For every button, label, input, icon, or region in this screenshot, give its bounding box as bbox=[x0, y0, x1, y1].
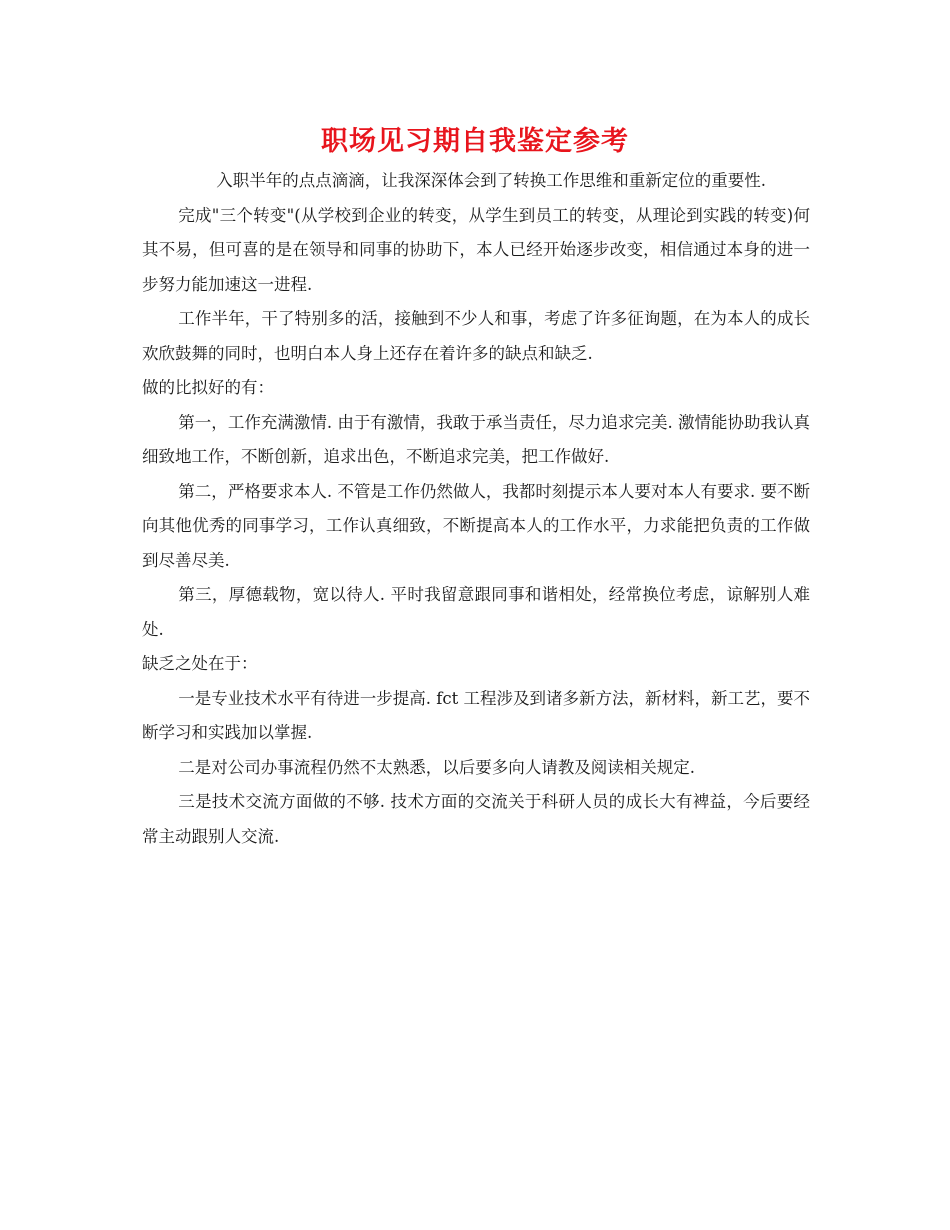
paragraph-weakness-1: 一是专业技术水平有待进一步提高. fct 工程涉及到诸多新方法，新材料，新工艺，要不断学习和实践加以掌握. bbox=[142, 688, 811, 742]
section-heading-strengths: 做的比拟好的有： bbox=[142, 378, 274, 397]
paragraph-half-year: 工作半年，干了特别多的活，接触到不少人和事，考虑了许多征询题，在为本人的成长欢欣鼓舞的同时，也明白本人身上还存在着许多的缺点和缺乏. bbox=[142, 309, 810, 363]
paragraph-strength-1: 第一，工作充满激情. 由于有激情，我敢于承当责任，尽力追求完美. 激情能协助我认真细致地工作，不断创新，追求出色，不断追求完美，把工作做好. bbox=[142, 412, 810, 466]
paragraph-weakness-3: 三是技术交流方面做的不够. 技术方面的交流关于科研人员的成长大有裨益，今后要经常主动跟别人交流. bbox=[142, 792, 810, 846]
section-heading-weaknesses: 缺乏之处在于： bbox=[142, 654, 258, 673]
document-body bbox=[142, 164, 810, 854]
paragraph-weakness-2: 二是对公司办事流程仍然不太熟悉，以后要多向人请教及阅读相关规定. bbox=[178, 757, 696, 777]
paragraph-strength-2: 第二，严格要求本人. 不管是工作仍然做人，我都时刻提示本人要对本人有要求. 要不断向其他优秀的同事学习，工作认真细致，不断提高本人的工作水平，力求能把负责的工作做到尽善尽美. bbox=[142, 481, 810, 570]
paragraph-intro: 入职半年的点点滴滴，让我深深体会到了转换工作思维和重新定位的重要性. bbox=[216, 171, 766, 190]
document-title: 职场见习期自我鉴定参考 bbox=[321, 126, 629, 157]
paragraph-three-changes: 完成"三个转变"(从学校到企业的转变，从学生到员工的转变，从理论到实践的转变)何其不易，但可喜的是在领导和同事的协助下，本人已经开始逐步改变，相信通过本身的进一步努力能加速这一进程. bbox=[142, 205, 810, 294]
paragraph-strength-3: 第三，厚德载物，宽以待人. 平时我留意跟同事和谐相处，经常换位考虑，谅解别人难处. bbox=[142, 585, 810, 639]
